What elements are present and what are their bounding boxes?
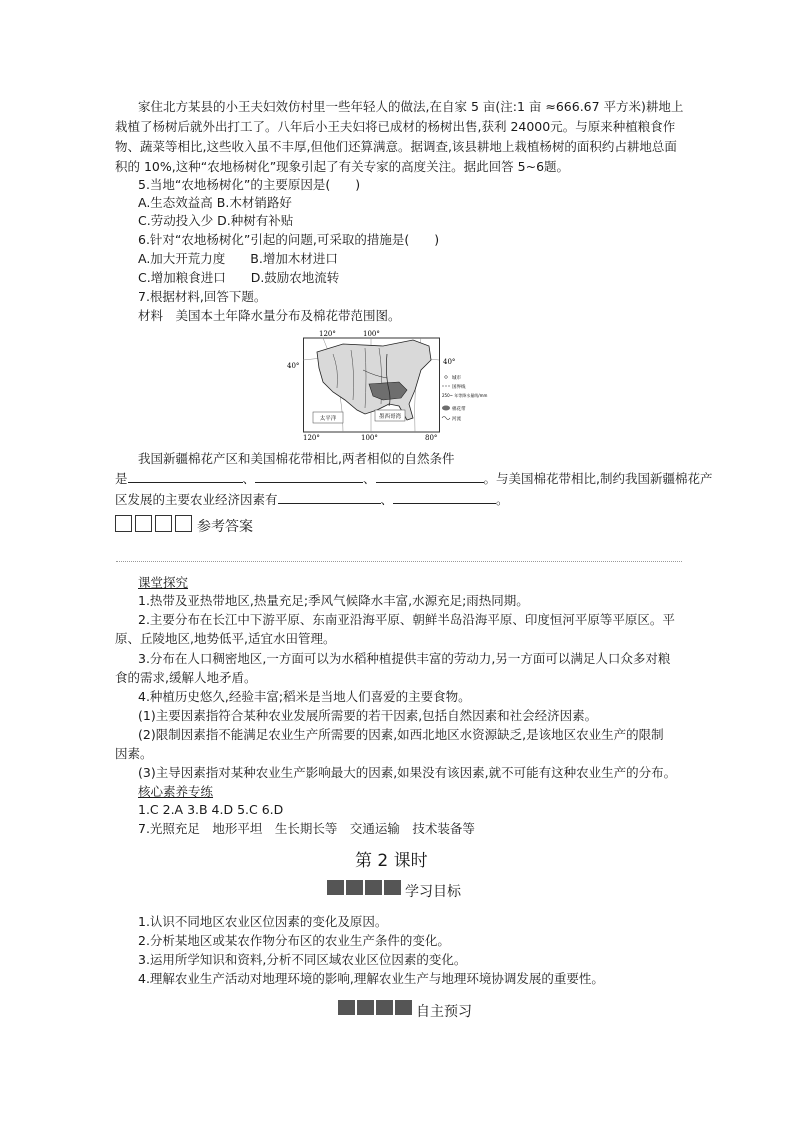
question-7-stem: 7.根据材料,回答下题。 xyxy=(138,289,267,304)
goal-1: 1.认识不同地区农业区位因素的变化及原因。 xyxy=(138,914,388,929)
heading-box-icon xyxy=(135,515,152,532)
hexin-mc-answers: 1.C 2.A 3.B 4.D 5.C 6.D xyxy=(138,802,284,817)
ask2-suffix: 。与美国棉花带相比,制约我国新疆棉花产 xyxy=(483,471,713,486)
ketang-point-3: (3)主导因素指对某种农业生产影响最大的因素,如果没有该因素,就不可能有这种农业生产的分布。 xyxy=(138,765,677,780)
map-lat-left: 40° xyxy=(287,362,300,370)
river-symbol-icon xyxy=(442,417,450,420)
map-bottom-lon-100: 100° xyxy=(361,434,378,442)
ketang-answer-1: 1.热带及亚热带地区,热量充足;季风气候降水丰富,水源充足;雨热同期。 xyxy=(138,593,529,608)
ask3-suffix: 。 xyxy=(496,492,509,507)
answer-blank-5[interactable] xyxy=(393,491,496,504)
heading-block-icon xyxy=(365,880,382,895)
intro-line-1: 家住北方某县的小王夫妇效仿村里一些年轻人的做法,在自家 5 亩(注:1 亩 ≈666.67 平方米)耕地上 xyxy=(138,99,684,114)
preview-heading: 自主预习 xyxy=(416,1004,472,1020)
map-bottom-lon-120: 120° xyxy=(303,434,320,442)
map-ocean-label: 太平洋 xyxy=(319,416,337,422)
map-lat-right: 40° xyxy=(443,358,456,366)
heading-box-icon xyxy=(155,515,172,532)
question-7-ask-line-1: 我国新疆棉花产区和美国棉花带相比,两者相似的自然条件 xyxy=(138,451,455,466)
question-5-options-cd: C.劳动投入少 D.种树有补贴 xyxy=(138,213,294,228)
answer-blank-2[interactable] xyxy=(255,470,363,483)
map-legend xyxy=(442,374,488,422)
heading-block-icon xyxy=(357,1000,374,1015)
intro-line-2: 栽植了杨树后就外出打工了。八年后小王夫妇将已成材的杨树出售,获利 24000元。与原来种植粮食作 xyxy=(115,119,676,134)
goal-2: 2.分析某地区或某农作物分布区的农业生产条件的变化。 xyxy=(138,933,450,948)
hexin-q7-answer: 7.光照充足 地形平坦 生长期长等 交通运输 技术装备等 xyxy=(138,821,475,836)
map-bottom-lon-80: 80° xyxy=(425,434,438,442)
question-7-ask-line-3 xyxy=(115,491,509,509)
legend-river: 河流 xyxy=(452,417,461,422)
heading-block-icon xyxy=(338,1000,355,1015)
heading-block-icon xyxy=(376,1000,393,1015)
map-gulf-label: 墨西哥湾 xyxy=(378,414,402,420)
goals-heading-bar xyxy=(327,880,403,895)
heading-block-icon xyxy=(327,880,344,895)
ketang-point-1: (1)主要因素指符合某种农业发展所需要的若干因素,包括自然因素和社会经济因素。 xyxy=(138,708,598,723)
answers-heading: 参考答案 xyxy=(197,519,253,535)
heading-block-icon xyxy=(384,880,401,895)
intro-line-3: 物、蔬菜等相比,这些收入虽不丰厚,但他们还算满意。据调查,该县耕地上栽植杨树的面积约占耕地总面 xyxy=(115,139,677,154)
ask2-prefix: 是 xyxy=(115,471,128,486)
legend-isohyet: 250~ 年等降水量线/mm xyxy=(442,393,488,398)
ask2-sep-1: 、 xyxy=(242,471,256,486)
answer-blank-3[interactable] xyxy=(376,470,484,483)
question-5-options-ab: A.生态效益高 B.木材销路好 xyxy=(138,195,292,210)
hexin-title: 核心素养专练 xyxy=(138,784,214,799)
section-divider xyxy=(116,561,682,562)
question-6-options-ab: A.加大开荒力度 B.增加木材进口 xyxy=(138,251,338,266)
ketang-answer-4: 4.种植历史悠久,经验丰富;稻米是当地人们喜爱的主要食物。 xyxy=(138,689,471,704)
legend-city: 城市 xyxy=(452,376,461,381)
answers-heading-boxes xyxy=(115,515,195,532)
city-symbol-icon xyxy=(445,376,448,379)
ask2-sep-2: 、 xyxy=(363,471,376,486)
answer-blank-1[interactable] xyxy=(128,470,243,483)
us-precipitation-cotton-map xyxy=(287,330,488,442)
preview-heading-bar xyxy=(338,1000,414,1015)
heading-block-icon xyxy=(346,880,363,895)
question-6-stem: 6.针对“农地杨树化”引起的问题,可采取的措施是( ) xyxy=(138,232,440,247)
lesson-title: 第 2 课时 xyxy=(355,851,428,871)
heading-box-icon xyxy=(115,515,132,532)
legend-cotton: 棉花带 xyxy=(452,407,466,412)
map-top-lon-120: 120° xyxy=(319,330,336,338)
goal-3: 3.运用所学知识和资料,分析不同区域农业区位因素的变化。 xyxy=(138,952,467,967)
ketang-answer-3-line-1: 3.分布在人口稠密地区,一方面可以为水稻种植提供丰富的劳动力,另一方面可以满足人口众多对粮 xyxy=(138,651,671,666)
legend-border: 国界线 xyxy=(452,385,466,390)
heading-block-icon xyxy=(395,1000,412,1015)
ask3-prefix: 区发展的主要农业经济因素有 xyxy=(115,492,278,507)
goals-heading: 学习目标 xyxy=(405,884,461,900)
ask3-sep: 、 xyxy=(380,492,394,507)
question-7-ask-line-2 xyxy=(115,470,713,488)
answer-blank-4[interactable] xyxy=(278,491,381,504)
ketang-point-2-line-1: (2)限制因素指不能满足农业生产所需要的因素,如西北地区水资源缺乏,是该地区农业生产的限制 xyxy=(138,727,664,742)
ketang-answer-2-line-2: 原、丘陵地区,地势低平,适宜水田管理。 xyxy=(115,631,336,646)
ketang-title: 课堂探究 xyxy=(138,575,189,590)
ketang-answer-2-line-1: 2.主要分布在长江中下游平原、东南亚沿海平原、朝鲜半岛沿海平原、印度恒河平原等平原区。平 xyxy=(138,612,675,627)
cotton-belt-symbol-icon xyxy=(442,406,450,411)
intro-line-4: 积的 10%,这种“农地杨树化”现象引起了有关专家的高度关注。据此回答 5~6题。 xyxy=(115,159,570,174)
ketang-answer-3-line-2: 食的需求,缓解人地矛盾。 xyxy=(115,670,257,685)
question-5-stem: 5.当地“农地杨树化”的主要原因是( ) xyxy=(138,177,361,192)
question-7-material: 材料 美国本土年降水量分布及棉花带范围图。 xyxy=(138,308,401,323)
heading-box-icon xyxy=(175,515,192,532)
map-top-lon-100: 100° xyxy=(363,330,380,338)
question-6-options-cd: C.增加粮食进口 D.鼓励农地流转 xyxy=(138,270,340,285)
goal-4: 4.理解农业生产活动对地理环境的影响,理解农业生产与地理环境协调发展的重要性。 xyxy=(138,971,604,986)
ketang-point-2-line-2: 因素。 xyxy=(115,746,153,761)
